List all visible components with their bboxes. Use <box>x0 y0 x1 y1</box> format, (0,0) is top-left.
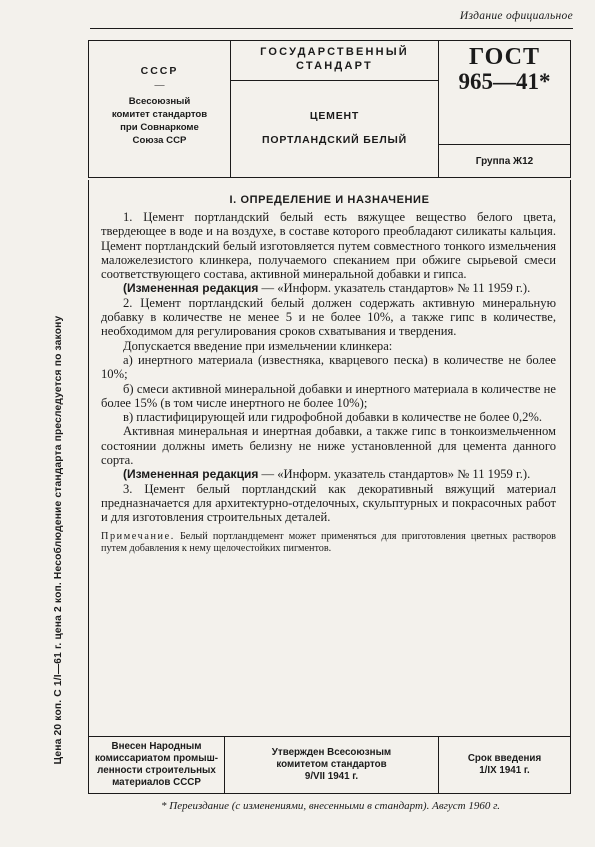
footer-block <box>88 736 571 794</box>
ussr-label: СССР <box>140 65 179 77</box>
header-middle-cell <box>231 41 439 177</box>
product-name-line: ЦЕМЕНТ <box>309 110 360 122</box>
paragraph: в) пластифицирующей или гидрофобной добавки в количестве не более 0,2%. <box>123 410 543 425</box>
header-left-cell <box>89 41 231 177</box>
paragraph: 3. Цемент белый портландский как декоративный вяжущий материал предназначается для архитектурно-отделочных, скульптурных и покрасочных работ и для изготовления строительных деталей. <box>101 481 556 525</box>
effective-line: Срок введения <box>467 753 542 764</box>
edition-note: Издание официальное <box>459 10 573 22</box>
dash-divider: — <box>154 80 165 91</box>
note-text: Белый портландцемент может применяться для приготовления цветных растворов путем добавления к нему щелочестойких пигментов. <box>101 530 556 554</box>
introduced-line: ленности строительных <box>97 765 216 776</box>
gost-label: ГОСТ <box>469 44 540 70</box>
introduced-line: материалов СССР <box>112 777 201 788</box>
header-block <box>88 40 571 178</box>
committee-line: при Совнаркоме <box>120 122 199 133</box>
amendment-text: — «Информ. указатель стандартов» № 11 1959 г.). <box>258 281 531 296</box>
reprint-note: * Переиздание (с изменениями, внесенными в стандарт). Август 1960 г. <box>161 800 500 812</box>
group-label: Группа Ж12 <box>475 156 534 167</box>
paragraph: Активная минеральная и инертная добавки, а также гипс в тонкоизмельченном состоянии должны иметь белизну не ниже установленной для цемента данного сорта. <box>101 424 556 468</box>
paragraph: б) смеси активной минеральной добавки и инертного материала в количестве не более 15% (в том числе инертного не более 10%); <box>101 381 556 410</box>
standard-title-line: ГОСУДАРСТВЕННЫЙ <box>260 46 409 58</box>
committee-name <box>89 95 230 147</box>
amendment-paragraph <box>101 467 556 481</box>
document-body <box>88 180 571 736</box>
amendment-text: — «Информ. указатель стандартов» № 11 1959 г.). <box>258 467 531 482</box>
note <box>89 531 570 555</box>
effective-date-cell <box>439 737 570 793</box>
introduced-line: Внесен Народным <box>111 741 202 752</box>
amendment-label: (Измененная редакция <box>123 281 259 296</box>
header-right-cell <box>439 41 570 177</box>
paragraph: 1. Цемент портландский белый есть вяжущее вещество белого цвета, твердеющее в воде и на воздухе, в составе которого преобладают силикаты кальция. Цемент портландский белый изготовляется путем совместного тонкого измельчения маложелезистого клинкера, получаемого спеканием при обжиге сырьевой смеси соответствующего состава, активной минеральной добавки и гипса. <box>101 210 556 282</box>
approved-line: 9/VII 1941 г. <box>304 771 359 782</box>
introduced-by-cell <box>89 737 225 793</box>
top-rule <box>90 28 573 29</box>
side-price-note: Цена 20 коп. С 1/I—61 г. цена 2 коп. Несоблюдение стандарта преследуется по закону <box>53 315 64 765</box>
standard-title <box>231 41 438 81</box>
amendment-paragraph <box>101 281 556 295</box>
approved-line: комитетом стандартов <box>276 759 387 770</box>
product-name-line: ПОРТЛАНДСКИЙ БЕЛЫЙ <box>262 134 407 146</box>
amendment-label: (Измененная редакция <box>123 467 259 482</box>
approved-line: Утвержден Всесоюзным <box>271 747 392 758</box>
committee-line: комитет стандартов <box>111 109 208 120</box>
introduced-line: комиссариатом промыш- <box>94 753 219 764</box>
paragraph: Допускается введение при измельчении клинкера: <box>123 338 393 353</box>
committee-line: Всесоюзный <box>128 96 191 107</box>
section-title: I. ОПРЕДЕЛЕНИЕ И НАЗНАЧЕНИЕ <box>229 194 430 206</box>
body-text <box>89 210 570 525</box>
gost-number: 965—41* <box>458 69 551 94</box>
paragraph: 2. Цемент портландский белый должен содержать активную минеральную добавку в количестве не менее 5 и не более 10%, а также гипс в количестве, необходимом для регулирования сроков схватывания и твердения. <box>101 295 556 339</box>
note-label: Примечание. <box>101 530 175 542</box>
gost-box <box>439 41 570 145</box>
paragraph: а) инертного материала (известняка, кварцевого песка) в количестве не более 10%; <box>101 352 556 382</box>
effective-line: 1/IX 1941 г. <box>479 765 530 776</box>
approved-by-cell <box>225 737 439 793</box>
committee-line: Союза ССР <box>132 135 187 146</box>
standard-title-line: СТАНДАРТ <box>296 60 373 72</box>
